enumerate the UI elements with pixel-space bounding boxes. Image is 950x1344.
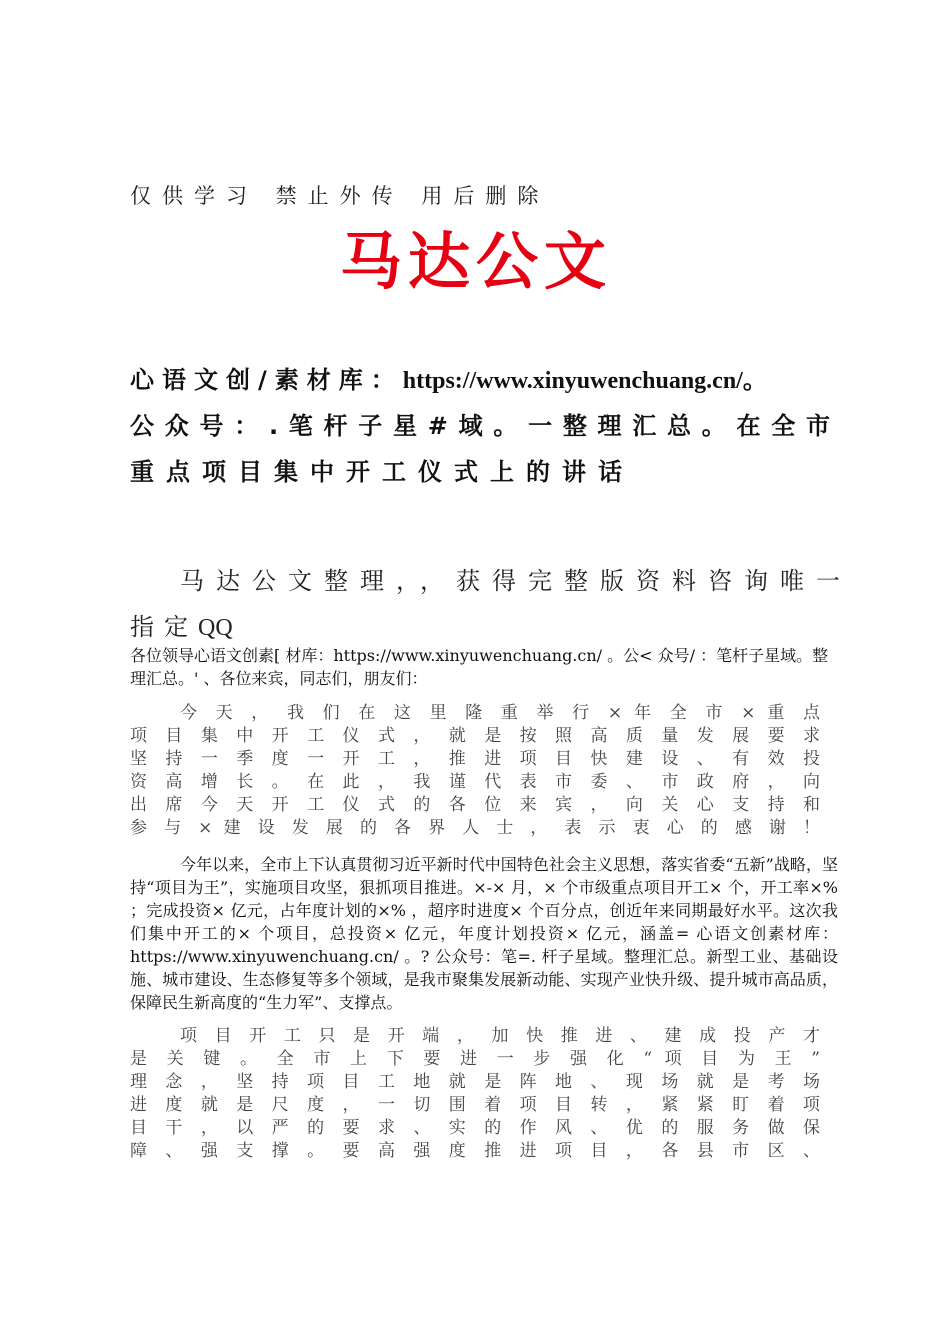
paragraph-line: 坚 持 一 季 度 一 开 工 ， 推 进 项 目 快 建 设 、 有 效 投 (130, 749, 820, 769)
title-url-link[interactable]: https://www.xinyuwenchuang.cn/ (402, 368, 743, 394)
opening-paragraph (130, 702, 820, 840)
intro-paragraph (130, 558, 852, 651)
requirements-paragraph (130, 1025, 820, 1163)
title-line-1-suffix: 。 (742, 366, 775, 394)
paragraph-line: 资 高 增 长 。 在 此 ， 我 谨 代 表 市 委 、 市 政 府 ， 向 (130, 772, 820, 792)
paragraph-line: 参 与 × 建 设 发 展 的 各 界 人 士 ， 表 示 衷 心 的 感 谢 ！ (130, 818, 820, 838)
progress-paragraph: 今年以来，全市上下认真贯彻习近平新时代中国特色社会主义思想，落实省委“五新”战略，坚持“项目为王”，实施项目攻坚，狠抓项目推进。×-× 月，× 个市级重点项目开工× 个，开工率×% ；完成投资× 亿元，占年度计划的×% ，超序时进度× 个百分点，创近年来同期最好水平。这次我们集中开工的× 个项目，总投资× 亿元，年度计划投资× 亿元，涵盖= 心语文创素材库：https://www.xinyuwenchuang.cn/ 。? 公众号：笔=. 杆子星域。整理汇总。新型工业、基础设施、城市建设、生态修复等多个领域，是我市聚集发展新动能、实现产业快升级、提升城市高品质，保障民生新高度的“生力军”、支撑点。 (130, 855, 838, 1012)
title-line-1-prefix: 心语文创/素材库： (130, 366, 403, 394)
intro-line-2-prefix: 指定 (130, 613, 198, 641)
paragraph-line: 是 关 键 。 全 市 上 下 要 进 一 步 强 化 “ 项 目 为 王 ” (130, 1049, 820, 1069)
greeting-paragraph: 各位领导心语文创素[ 材库：https://www.xinyuwenchuang.cn/ 。公< 众号/ ：笔杆子星域。整理汇总。' 、各位来宾，同志们，朋友们： (130, 646, 829, 688)
paragraph-line: 理 念 ， 坚 持 项 目 工 地 就 是 阵 地 、 现 场 就 是 考 场 (130, 1072, 820, 1092)
paragraph-line: 障 、 强 支 撑 。 要 高 强 度 推 进 项 目 ， 各 县 市 区 、 (130, 1141, 820, 1161)
document-title (130, 362, 830, 500)
paragraph-line: 项 目 集 中 开 工 仪 式 ， 就 是 按 照 高 质 量 发 展 要 求 (130, 726, 820, 746)
paragraph-line: 项 目 开 工 只 是 开 端 ， 加 快 推 进 、 建 成 投 产 才 (180, 1026, 820, 1046)
paragraph-line: 今 天 ， 我 们 在 这 里 隆 重 举 行 × 年 全 市 × 重 点 (180, 703, 820, 723)
paragraph-line: 进 度 就 是 尺 度 ， 一 切 围 着 项 目 转 ， 紧 紧 盯 着 项 (130, 1095, 820, 1115)
title-line-3: 重点项目集中开工仪式上的讲话 (130, 458, 634, 486)
title-line-1 (130, 362, 830, 408)
qq-label: QQ (198, 615, 233, 641)
paragraph-line: 出 席 今 天 开 工 仪 式 的 各 位 来 宾 ， 向 关 心 支 持 和 (130, 795, 820, 815)
brand-logo-text: 马达公文 (340, 225, 613, 298)
intro-line-1: 马达公文整理，，获得完整版资料咨询唯一 (180, 567, 852, 595)
paragraph-line: 目 干 ， 以 严 的 要 求 、 实 的 作 风 、 优 的 服 务 做 保 (130, 1118, 820, 1138)
distribution-notice: 仅供学习 禁止外传 用后删除 (130, 184, 550, 208)
title-line-2: 公众号：.笔杆子星#域。一整理汇总。在全市 (130, 412, 830, 440)
